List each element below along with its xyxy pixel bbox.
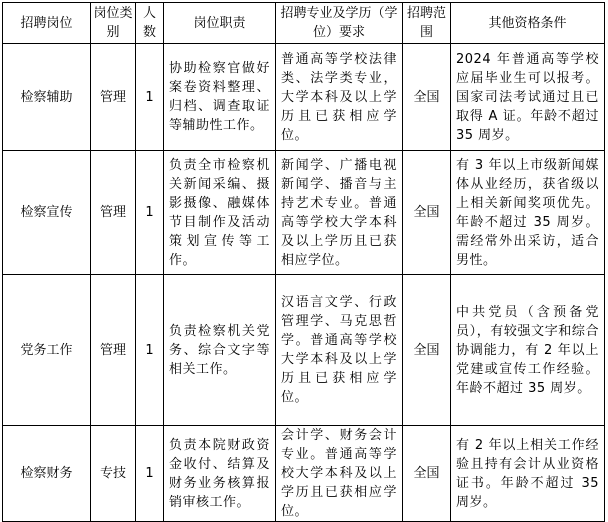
- header-major: 招聘专业及学历（学位）要求: [276, 3, 403, 44]
- header-category: 岗位类别: [91, 3, 136, 44]
- cell-scope: 全国: [403, 426, 451, 522]
- cell-duty: 协助检察官做好案卷资料整理、归档、调查取证等辅助性工作。: [164, 44, 276, 151]
- table-row: [3, 151, 605, 275]
- cell-post: 检察宣传: [3, 151, 91, 275]
- table-header-row: [3, 3, 605, 44]
- cell-category: 管理: [91, 151, 136, 275]
- table-row: [3, 426, 605, 522]
- cell-post: 党务工作: [3, 275, 91, 426]
- cell-major: 汉语言文学、行政管理学、马克思哲学。普通高等学校大学本科及以上学历且已获相应学位。: [276, 275, 403, 426]
- header-duty: 岗位职责: [164, 3, 276, 44]
- cell-other: 有 3 年以上市级新闻媒体从业经历，获省级以上相关新闻奖项优先。年龄不超过 35 周岁。需经常外出采访，适合男性。: [451, 151, 605, 275]
- cell-other: 2024 年普通高等学校应届毕业生可以报考。国家司法考试通过且已取得 A 证。年龄不超过 35 周岁。: [451, 44, 605, 151]
- cell-scope: 全国: [403, 44, 451, 151]
- header-count: 人数: [136, 3, 164, 44]
- cell-scope: 全国: [403, 275, 451, 426]
- cell-duty: 负责本院财政资金收付、结算及财务业务核算报销审核工作。: [164, 426, 276, 522]
- cell-count: 1: [136, 426, 164, 522]
- cell-category: 专技: [91, 426, 136, 522]
- cell-post: 检察财务: [3, 426, 91, 522]
- cell-major: 普通高等学校法律类、法学类专业，大学本科及以上学历且已获相应学位。: [276, 44, 403, 151]
- cell-count: 1: [136, 275, 164, 426]
- cell-major: 新闻学、广播电视新闻学、播音与主持艺术专业。普通高等学校大学本科及以上学历且已获相应学位。: [276, 151, 403, 275]
- cell-other: 有 2 年以上相关工作经验且持有会计从业资格证书。年龄不超过 35 周岁。: [451, 426, 605, 522]
- recruitment-table: [2, 2, 605, 522]
- cell-category: 管理: [91, 44, 136, 151]
- header-other: 其他资格条件: [451, 3, 605, 44]
- header-post: 招聘岗位: [3, 3, 91, 44]
- table-row: [3, 44, 605, 151]
- cell-category: 管理: [91, 275, 136, 426]
- cell-post: 检察辅助: [3, 44, 91, 151]
- table-row: [3, 275, 605, 426]
- cell-count: 1: [136, 44, 164, 151]
- cell-major: 会计学、财务会计专业。普通高等学校大学本科及以上学历且已获相应学位。: [276, 426, 403, 522]
- cell-duty: 负责全市检察机关新闻采编、摄影摄像、融媒体节目制作及活动策划宣传等工作。: [164, 151, 276, 275]
- cell-scope: 全国: [403, 151, 451, 275]
- header-scope: 招聘范围: [403, 3, 451, 44]
- cell-count: 1: [136, 151, 164, 275]
- cell-other: 中共党员（含预备党员），有较强文字和综合协调能力，有 2 年以上党建或宣传工作经验。年龄不超过 35 周岁。: [451, 275, 605, 426]
- cell-duty: 负责检察机关党务、综合文字等相关工作。: [164, 275, 276, 426]
